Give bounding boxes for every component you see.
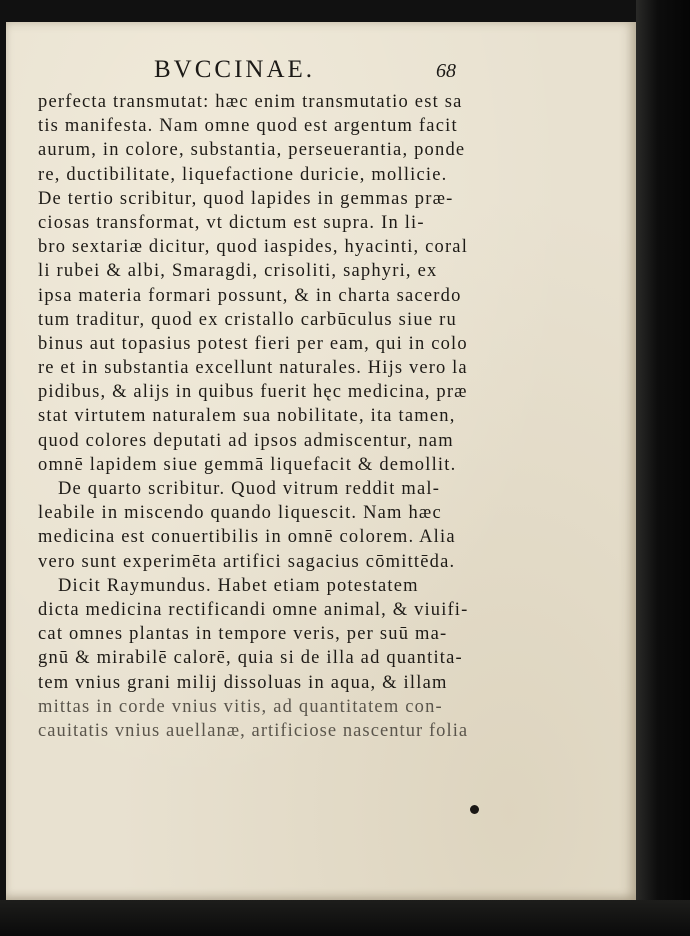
text-line: mittas in corde vnius vitis, ad quantitatem con- bbox=[38, 696, 443, 717]
text-line: cauitatis vnius auellanæ, artificiose nascentur folia bbox=[38, 720, 469, 741]
text-line: pidibus, & alijs in quibus fuerit hęc medicina, præ bbox=[38, 382, 468, 403]
text-line: ciosas transformat, vt dictum est supra. In li- bbox=[38, 212, 425, 233]
text-line: vero sunt experimēta artifici sagacius cōmittēda. bbox=[38, 551, 456, 572]
book-edge-shadow bbox=[636, 0, 690, 936]
text-line: tem vnius grani milij dissoluas in aqua, & illam bbox=[38, 672, 448, 693]
text-line: omnē lapidem siue gemmā liquefacit & demollit. bbox=[38, 454, 457, 475]
text-line: cat omnes plantas in tempore veris, per suū ma- bbox=[38, 624, 448, 645]
text-line: quod colores deputati ad ipsos admiscentur, nam bbox=[38, 430, 454, 451]
text-line: stat virtutem naturalem sua nobilitate, ita tamen, bbox=[38, 406, 456, 427]
text-line: tum traditur, quod ex cristallo carbūculus siue ru bbox=[38, 309, 457, 330]
text-line: leabile in miscendo quando liquescit. Nam hæc bbox=[38, 503, 442, 524]
running-head: BVCCINAE. bbox=[154, 56, 316, 83]
book-bottom-shadow bbox=[0, 900, 690, 936]
text-line: aurum, in colore, substantia, perseuerantia, ponde bbox=[38, 140, 466, 161]
text-line: re, ductibilitate, liquefactione duricie, mollicie. bbox=[38, 164, 448, 185]
paragraph-start-line: De quarto scribitur. Quod vitrum reddit mal- bbox=[58, 479, 441, 499]
text-line: re et in substantia excellunt naturales. Hijs vero la bbox=[38, 358, 468, 379]
text-line: gnū & mirabilē calorē, quia si de illa ad quantita- bbox=[38, 648, 463, 669]
text-line: tis manifesta. Nam omne quod est argentum facit bbox=[38, 116, 458, 137]
paper-page bbox=[6, 22, 636, 900]
text-line: binus aut topasius potest fieri per eam, qui in colo bbox=[38, 333, 468, 354]
text-line: De tertio scribitur, quod lapides in gemmas præ- bbox=[38, 188, 454, 209]
text-line: ipsa materia formari possunt, & in charta sacerdo bbox=[38, 285, 462, 306]
text-line: li rubei & albi, Smaragdi, crisoliti, saphyri, ex bbox=[38, 261, 438, 282]
paragraph-start-line: Dicit Raymundus. Habet etiam potestatem bbox=[58, 575, 419, 596]
text-line: medicina est conuertibilis in omnē colorem. Alia bbox=[38, 527, 456, 548]
text-line: bro sextariæ dicitur, quod iaspides, hyacinti, coral bbox=[38, 237, 469, 258]
text-line: dicta medicina rectificandi omne animal, & viuifi- bbox=[38, 599, 469, 620]
body-text bbox=[38, 90, 468, 743]
text-line: perfecta transmutat: hæc enim transmutatio est sa bbox=[38, 92, 463, 112]
ink-dot-mark bbox=[470, 805, 479, 814]
page-number: 68 bbox=[436, 60, 456, 82]
